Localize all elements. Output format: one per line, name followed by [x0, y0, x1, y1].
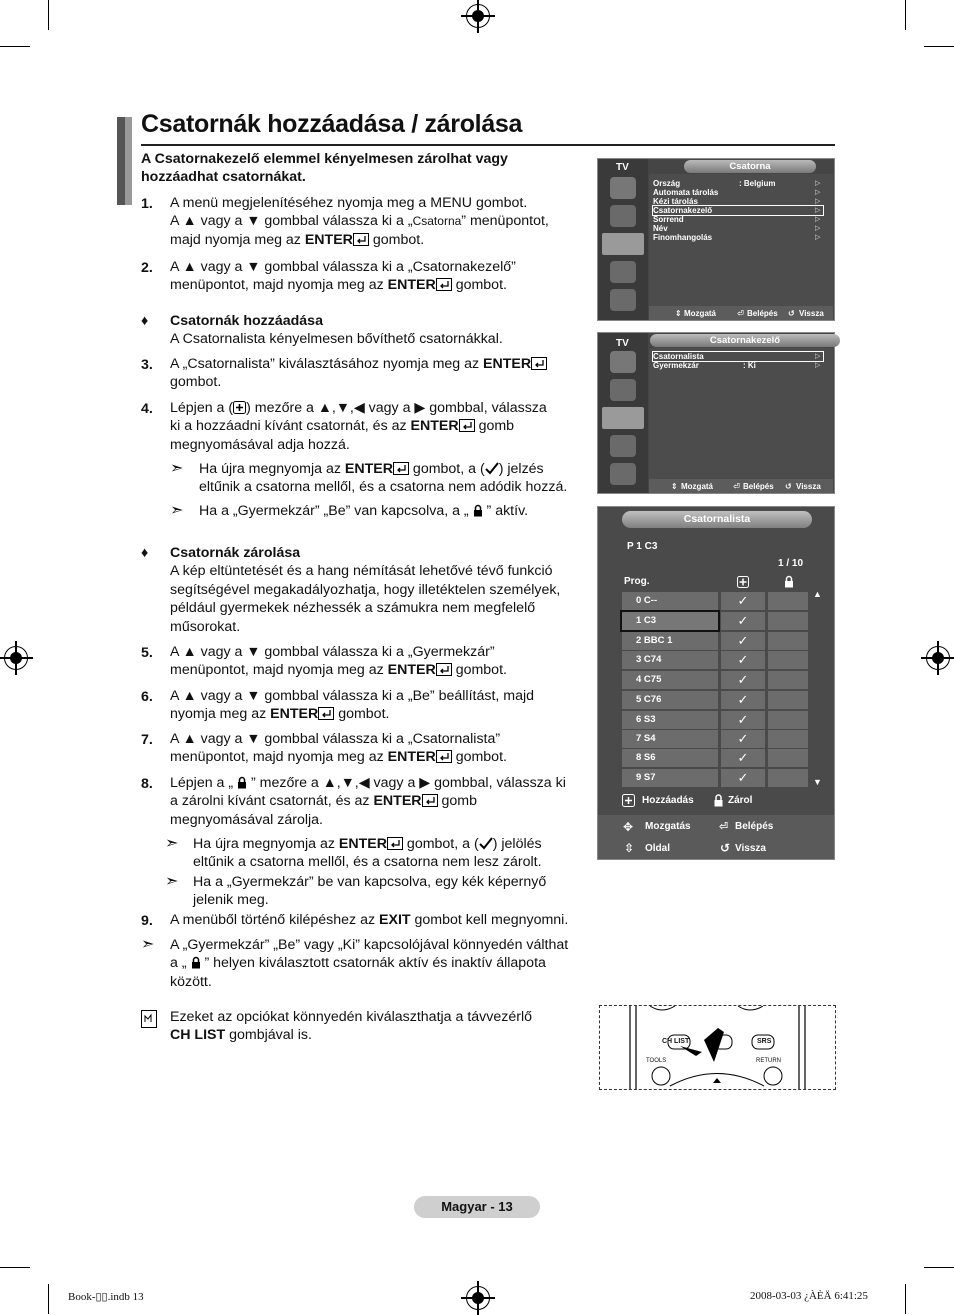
- check-icon: [479, 837, 493, 850]
- menu-header: Csatorna: [684, 160, 816, 173]
- input-menu-icon: [610, 463, 636, 485]
- registration-mark-top: [466, 4, 490, 28]
- menu-footer: ⇕ Mozgatá ⏎ Belépés ↺ Vissza: [649, 306, 833, 320]
- channel-menu-icon: [602, 233, 644, 255]
- added-check-icon: ✓: [721, 711, 765, 729]
- menu-item-channel-list[interactable]: Csatornalista ▷: [653, 352, 823, 361]
- step-9-text: A menüből történő kilépéshez az EXIT gombot kell megnyomni.: [170, 912, 569, 928]
- setup-menu-icon: [610, 435, 636, 457]
- note-3-text: Ha újra megnyomja az ENTER gombot, a ( ) jelölés eltűnik a csatorna mellől, és a csatorna nem lesz zárolt.: [193, 836, 542, 871]
- enter-icon: [422, 794, 438, 807]
- note-arrow-icon: ➣: [165, 873, 179, 890]
- registration-mark-right: [926, 646, 950, 670]
- add-icon: [233, 401, 246, 414]
- enter-icon: [393, 462, 409, 475]
- note-4-text: Ha a „Gyermekzár” be van kapcsolva, egy kék képernyő jelenik meg.: [193, 874, 547, 909]
- step-5-number: 5.: [141, 645, 153, 661]
- step-4-number: 4.: [141, 401, 153, 417]
- move-icon: ⇕: [671, 482, 678, 491]
- remote-tools-button[interactable]: TOOLS: [646, 1058, 667, 1064]
- channel-list-nav: ✥ Mozgatás ⏎ Belépés ⇳ Oldal ↺ Vissza: [598, 815, 834, 859]
- menu-footer: ⇕ Mozgatá ⏎ Belépés ↺ Vissza: [649, 479, 833, 493]
- step-1-number: 1.: [141, 196, 153, 212]
- enter-icon: [318, 707, 334, 720]
- note-1-text: Ha újra megnyomja az ENTER gombot, a ( ) jelzés eltűnik a csatorna mellől, és a csatorna nem adódik hozzá.: [199, 461, 568, 496]
- tv-menu-channel-manager: TV Csatornakezelő Csatornalista ▷ Gyermekzár : Ki ▷ ⇕ Mozgatá ⏎ Belépés ↺ Vissza: [597, 332, 835, 494]
- added-check-icon: ✓: [721, 651, 765, 669]
- sound-menu-icon: [610, 205, 636, 227]
- print-slug-right: 2008-03-03 ¿ÀÈÄ 6:41:25: [750, 1290, 868, 1302]
- channel-list-screen: Csatornalista P 1 C3 1 / 10 Prog. 0 C-- ✓ 1 C3 ✓ 2 BBC 1 ✓ 3 C74 ✓ 4 C75 ✓ 5 C76 ✓ 6 S3 ✓ 7 S4 ✓ 8 S6 ✓ 9 S7 ✓ ▲ ▼ Hozzáadás Zárol ✥ Mozgatás ⏎ Belépés ⇳ Oldal ↺ Vissza: [597, 506, 835, 860]
- enter-icon: [436, 663, 452, 676]
- step-7-text: A ▲ vagy a ▼ gombbal válassza ki a „Csatornalista” menüpontot, majd nyomja meg az ENTER gombot.: [170, 731, 507, 766]
- added-check-icon: ✓: [721, 632, 765, 650]
- menu-item-child-lock[interactable]: Gyermekzár : Ki ▷: [653, 361, 821, 370]
- remote-illustration: [599, 1005, 836, 1090]
- step-1-text: A menü megjelenítéséhez nyomja meg a MENU gombot. A ▲ vagy a ▼ gombbal válassza ki a „Csatorna” menüpontot, majd nyomja meg az ENTER gombot.: [170, 195, 549, 248]
- add-icon: [622, 794, 635, 807]
- menu-item-country[interactable]: Ország : Belgium ▷: [653, 179, 821, 188]
- added-check-icon: ✓: [721, 769, 765, 787]
- enter-icon: [459, 419, 475, 432]
- picture-menu-icon: [610, 351, 636, 373]
- menu-item-channel-manager[interactable]: Csatornakezelő ▷: [653, 206, 823, 215]
- step-2-text: A ▲ vagy a ▼ gombbal válassza ki a „Csatornakezelő” menüpontot, majd nyomja meg az ENTER gombot.: [170, 259, 516, 294]
- menu-item-sort[interactable]: Sorrend ▷: [653, 215, 821, 224]
- enter-icon: ⏎: [719, 821, 729, 833]
- step-3-text: A „Csatornalista” kiválasztásához nyomja meg az ENTER gombot.: [170, 355, 590, 392]
- step-8-text: Lépjen a „ ” mezőre a ▲,▼,◀ vagy a ▶ gombbal, válassza ki a zárolni kívánt csatornát, és az ENTER gomb megnyomásával zárolja.: [170, 775, 566, 828]
- enter-icon: ⏎: [733, 482, 740, 491]
- added-check-icon: ✓: [721, 691, 765, 709]
- remote-return-button[interactable]: RETURN: [756, 1058, 781, 1064]
- sound-menu-icon: [610, 379, 636, 401]
- legend-lock: Zárol: [728, 795, 753, 806]
- tv-menu-channel: TV Csatorna Ország : Belgium ▷ Automata tárolás ▷ Kézi tárolás ▷ Csatornakezelő ▷ Sorrend ▷ Név ▷ Finomhangolás ▷ ⇕ Mozgatá ⏎ Belépés ↺ Vissza: [597, 158, 835, 321]
- add-column-icon: [737, 576, 749, 588]
- title-rule: [141, 144, 835, 146]
- note-2-text: Ha a „Gyermekzár” „Be” van kapcsolva, a „ ” aktív.: [199, 503, 529, 519]
- legend-add: Hozzáadás: [642, 795, 694, 806]
- menu-item-name[interactable]: Név ▷: [653, 224, 821, 233]
- remote-chlist-button[interactable]: CH LIST: [662, 1038, 690, 1045]
- added-check-icon: ✓: [721, 671, 765, 689]
- remote-body-drawing: [600, 1006, 835, 1089]
- scroll-down-icon[interactable]: ▼: [813, 777, 822, 787]
- enter-icon: ⏎: [737, 309, 744, 318]
- menu-header: Csatornakezelő: [650, 334, 840, 347]
- step-2-number: 2.: [141, 260, 153, 276]
- menu-item-fine-tune[interactable]: Finomhangolás ▷: [653, 233, 821, 242]
- return-icon: ↺: [785, 482, 792, 491]
- tip-text: Ezeket az opciókat könnyedén kiválaszthatja a távvezérlő CH LIST gombjával is.: [170, 1009, 532, 1044]
- lock-icon: [713, 793, 724, 807]
- enter-icon: [531, 357, 547, 370]
- picture-menu-icon: [610, 177, 636, 199]
- lock-icon: [237, 776, 247, 789]
- step-8-number: 8.: [141, 776, 153, 792]
- note-arrow-icon: ➣: [170, 502, 184, 519]
- scroll-up-icon[interactable]: ▲: [813, 589, 822, 599]
- remote-srs-button[interactable]: SRS: [757, 1038, 772, 1045]
- page-number-badge: Magyar - 13: [414, 1196, 540, 1218]
- prog-column-header: Prog.: [624, 576, 650, 587]
- intro-text: A Csatornakezelő elemmel kényelmesen zárolhat vagy hozzáadhat csatornákat.: [141, 151, 508, 186]
- note-arrow-icon: ➣: [141, 936, 155, 953]
- step-6-text: A ▲ vagy a ▼ gombbal válassza ki a „Be” beállítást, majd nyomja meg az ENTER gombot.: [170, 688, 535, 723]
- lock-icon: [191, 956, 201, 969]
- page-indicator: 1 / 10: [778, 558, 804, 569]
- add-bullet: ♦: [141, 313, 149, 329]
- step-5-text: A ▲ vagy a ▼ gombbal válassza ki a „Gyermekzár” menüpontot, majd nyomja meg az ENTER gombot.: [170, 644, 507, 679]
- add-section: Csatornák hozzáadása A Csatornalista kényelmesen bővíthető csatornákkal.: [170, 313, 503, 348]
- lock-column-icon: [784, 575, 794, 588]
- added-check-icon: ✓: [721, 592, 765, 610]
- setup-menu-icon: [610, 261, 636, 283]
- return-icon: ↺: [788, 309, 795, 318]
- note-arrow-icon: ➣: [170, 460, 184, 477]
- step-3-number: 3.: [141, 357, 153, 373]
- page-title: Csatornák hozzáadása / zárolása: [141, 110, 523, 138]
- lock-section: Csatornák zárolása A kép eltüntetését és a hang némítását lehetővé tévő funkció segítségével megakadályozhatja, hogy illetéktelen személyek, például gyermekek nézhessék a számukra nem megfelelő műsorokat.: [170, 545, 561, 635]
- lock-icon: [473, 504, 483, 517]
- enter-icon: [387, 837, 403, 850]
- menu-item-manual-store[interactable]: Kézi tárolás ▷: [653, 197, 821, 206]
- move-icon: ✥: [623, 820, 634, 834]
- current-channel: P 1 C3: [627, 541, 658, 552]
- added-check-icon: ✓: [721, 612, 765, 630]
- note-5-text: A „Gyermekzár” „Be” vagy „Ki” kapcsolójával könnyedén válthat a „ ” helyen kiválasztott csatornák aktív és inaktív állapota között.: [170, 937, 569, 990]
- lock-bullet: ♦: [141, 545, 149, 561]
- registration-mark-bottom: [466, 1286, 490, 1310]
- check-icon: [485, 462, 499, 475]
- registration-mark-left: [4, 646, 28, 670]
- channel-list-header: Csatornalista: [622, 511, 812, 528]
- step-6-number: 6.: [141, 689, 153, 705]
- page-icon: ⇳: [624, 841, 635, 855]
- added-check-icon: ✓: [721, 749, 765, 767]
- input-menu-icon: [610, 289, 636, 311]
- enter-icon: [436, 750, 452, 763]
- step-4-text: Lépjen a ( ) mezőre a ▲,▼,◀ vagy a ▶ gombbal, válassza ki a hozzáadni kívánt csatornát, és az ENTER gomb megnyomásával adja hozzá.: [170, 400, 547, 453]
- channel-menu-icon: [602, 407, 644, 429]
- print-slug-left: Book-▯▯.indb 13: [68, 1291, 144, 1303]
- move-icon: ⇕: [675, 309, 682, 318]
- return-icon: ↺: [720, 841, 731, 855]
- added-check-icon: ✓: [721, 730, 765, 748]
- enter-icon: [353, 233, 369, 246]
- tip-note-icon: [141, 1010, 157, 1028]
- step-9-number: 9.: [141, 913, 153, 929]
- note-arrow-icon: ➣: [165, 835, 179, 852]
- step-7-number: 7.: [141, 732, 153, 748]
- enter-icon: [436, 278, 452, 291]
- menu-item-auto-store[interactable]: Automata tárolás ▷: [653, 188, 821, 197]
